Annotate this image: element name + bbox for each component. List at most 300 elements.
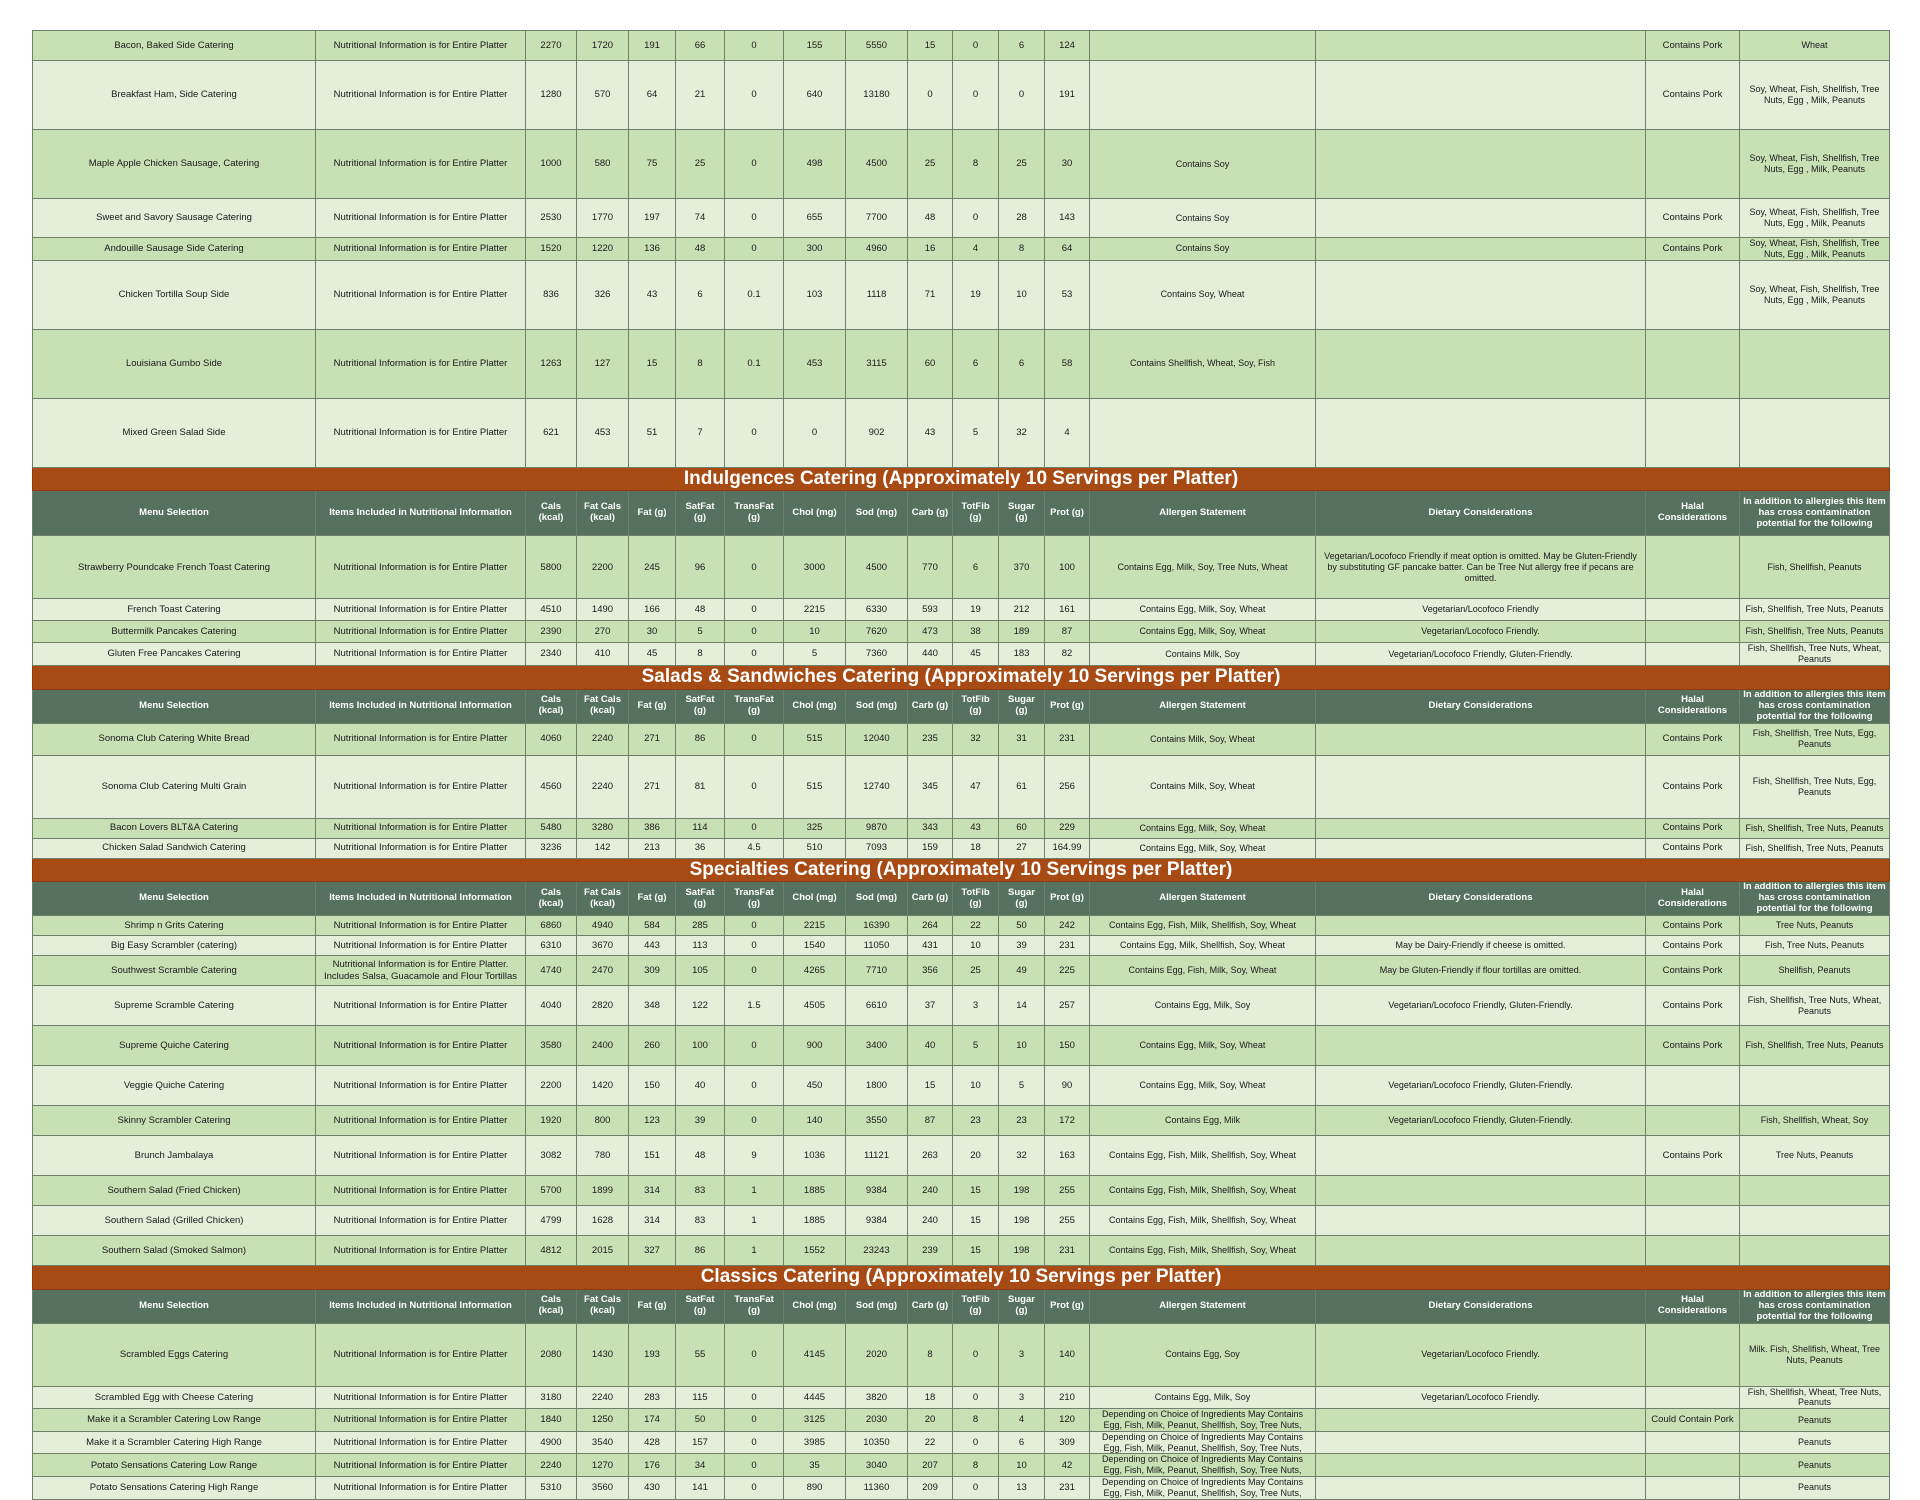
cell-cals: 5480 xyxy=(526,818,577,838)
cell-allergen-statement: Contains Milk, Soy, Wheat xyxy=(1090,723,1316,755)
cell-allergen-statement: Contains Egg, Milk xyxy=(1090,1106,1316,1136)
cell-satfat: 114 xyxy=(676,818,725,838)
cell-chol: 4505 xyxy=(784,986,846,1026)
cell-chol: 1885 xyxy=(784,1176,846,1206)
cell-transfat: 0 xyxy=(725,130,784,199)
cell-totfib: 8 xyxy=(953,1454,999,1477)
cell-cross-contamination: Fish, Tree Nuts, Peanuts xyxy=(1740,936,1890,956)
cell-carb: 263 xyxy=(908,1136,953,1176)
cell-totfib: 23 xyxy=(953,1106,999,1136)
cell-menu-selection: Scrambled Egg with Cheese Catering xyxy=(33,1386,316,1409)
cell-dietary-considerations xyxy=(1316,260,1646,329)
column-header-chol: Chol (mg) xyxy=(784,882,846,916)
cell-fat-cals: 570 xyxy=(577,61,629,130)
cell-prot: 150 xyxy=(1045,1026,1090,1066)
cell-sugar: 189 xyxy=(999,621,1045,643)
cell-cals: 2240 xyxy=(526,1454,577,1477)
cell-cals: 4060 xyxy=(526,723,577,755)
cell-dietary-considerations xyxy=(1316,1431,1646,1454)
cell-items-included: Nutritional Information is for Entire Platter xyxy=(316,916,526,936)
cell-satfat: 122 xyxy=(676,986,725,1026)
cell-transfat: 0 xyxy=(725,643,784,666)
cell-cross-contamination: Peanuts xyxy=(1740,1431,1890,1454)
cell-chol: 4145 xyxy=(784,1323,846,1386)
column-header-carb: Carb (g) xyxy=(908,1289,953,1323)
nutrition-table xyxy=(32,30,1890,1500)
cell-dietary-considerations xyxy=(1316,755,1646,818)
cell-halal-considerations: Contains Pork xyxy=(1646,1136,1740,1176)
cell-chol: 3000 xyxy=(784,536,846,599)
cell-carb: 356 xyxy=(908,956,953,986)
cell-carb: 71 xyxy=(908,260,953,329)
cell-sugar: 32 xyxy=(999,1136,1045,1176)
table-row xyxy=(33,1454,1890,1477)
column-header-sugar: Sugar (g) xyxy=(999,689,1045,723)
column-header-cals: Cals (kcal) xyxy=(526,882,577,916)
cell-halal-considerations xyxy=(1646,260,1740,329)
cell-items-included: Nutritional Information is for Entire Platter xyxy=(316,61,526,130)
cell-chol: 515 xyxy=(784,755,846,818)
cell-fat: 260 xyxy=(629,1026,676,1066)
cell-menu-selection: Bacon, Baked Side Catering xyxy=(33,31,316,61)
cell-fat-cals: 2400 xyxy=(577,1026,629,1066)
cell-prot: 255 xyxy=(1045,1176,1090,1206)
cell-items-included: Nutritional Information is for Entire Platter xyxy=(316,130,526,199)
cell-chol: 0 xyxy=(784,398,846,467)
cell-satfat: 7 xyxy=(676,398,725,467)
cell-carb: 37 xyxy=(908,986,953,1026)
column-header-transfat: TransFat (g) xyxy=(725,491,784,536)
column-header-fat: Fat (g) xyxy=(629,1289,676,1323)
cell-chol: 1540 xyxy=(784,936,846,956)
cell-halal-considerations: Contains Pork xyxy=(1646,936,1740,956)
cell-totfib: 19 xyxy=(953,599,999,621)
cell-menu-selection: French Toast Catering xyxy=(33,599,316,621)
cell-fat: 150 xyxy=(629,1066,676,1106)
cell-sod: 2020 xyxy=(846,1323,908,1386)
cell-chol: 3125 xyxy=(784,1409,846,1432)
cell-satfat: 48 xyxy=(676,1136,725,1176)
cell-cross-contamination xyxy=(1740,1066,1890,1106)
cell-carb: 770 xyxy=(908,536,953,599)
cell-chol: 515 xyxy=(784,723,846,755)
cell-totfib: 0 xyxy=(953,61,999,130)
cell-sugar: 6 xyxy=(999,1431,1045,1454)
cell-carb: 431 xyxy=(908,936,953,956)
cell-sod: 5550 xyxy=(846,31,908,61)
section-title: Salads & Sandwiches Catering (Approximately 10 Servings per Platter) xyxy=(33,665,1890,689)
column-header-totfib: TotFib (g) xyxy=(953,491,999,536)
cell-allergen-statement: Contains Egg, Fish, Milk, Soy, Wheat xyxy=(1090,956,1316,986)
cell-prot: 242 xyxy=(1045,916,1090,936)
cell-allergen-statement: Contains Soy xyxy=(1090,238,1316,261)
column-header-dietary-considerations: Dietary Considerations xyxy=(1316,882,1646,916)
cell-cross-contamination: Fish, Shellfish, Peanuts xyxy=(1740,536,1890,599)
cell-transfat: 0 xyxy=(725,1106,784,1136)
cell-sod: 3550 xyxy=(846,1106,908,1136)
cell-satfat: 36 xyxy=(676,838,725,858)
cell-fat-cals: 2240 xyxy=(577,723,629,755)
cell-sod: 3820 xyxy=(846,1386,908,1409)
cell-allergen-statement: Contains Egg, Milk, Soy, Wheat xyxy=(1090,1026,1316,1066)
column-header-carb: Carb (g) xyxy=(908,689,953,723)
column-header-cals: Cals (kcal) xyxy=(526,689,577,723)
cell-menu-selection: Southern Salad (Fried Chicken) xyxy=(33,1176,316,1206)
cell-totfib: 25 xyxy=(953,956,999,986)
cell-transfat: 0 xyxy=(725,31,784,61)
cell-sod: 23243 xyxy=(846,1236,908,1266)
cell-allergen-statement: Contains Shellfish, Wheat, Soy, Fish xyxy=(1090,329,1316,398)
cell-cals: 4812 xyxy=(526,1236,577,1266)
cell-fat-cals: 1430 xyxy=(577,1323,629,1386)
cell-menu-selection: Big Easy Scrambler (catering) xyxy=(33,936,316,956)
cell-totfib: 19 xyxy=(953,260,999,329)
cell-items-included: Nutritional Information is for Entire Platter xyxy=(316,1431,526,1454)
cell-sod: 4960 xyxy=(846,238,908,261)
cell-prot: 140 xyxy=(1045,1323,1090,1386)
cell-cals: 4510 xyxy=(526,599,577,621)
cell-dietary-considerations xyxy=(1316,130,1646,199)
cell-menu-selection: Louisiana Gumbo Side xyxy=(33,329,316,398)
cell-fat: 213 xyxy=(629,838,676,858)
cell-sod: 902 xyxy=(846,398,908,467)
column-header-dietary-considerations: Dietary Considerations xyxy=(1316,689,1646,723)
cell-chol: 4445 xyxy=(784,1386,846,1409)
cell-dietary-considerations: May be Dairy-Friendly if cheese is omitted. xyxy=(1316,936,1646,956)
cell-sugar: 198 xyxy=(999,1236,1045,1266)
cell-transfat: 0 xyxy=(725,61,784,130)
column-header-satfat: SatFat (g) xyxy=(676,491,725,536)
cell-cals: 4560 xyxy=(526,755,577,818)
cell-halal-considerations xyxy=(1646,130,1740,199)
column-header-transfat: TransFat (g) xyxy=(725,882,784,916)
cell-totfib: 45 xyxy=(953,643,999,666)
cell-transfat: 0.1 xyxy=(725,260,784,329)
cell-menu-selection: Make it a Scrambler Catering Low Range xyxy=(33,1409,316,1432)
cell-dietary-considerations xyxy=(1316,818,1646,838)
cell-chol: 300 xyxy=(784,238,846,261)
cell-cals: 4040 xyxy=(526,986,577,1026)
cell-halal-considerations: Contains Pork xyxy=(1646,916,1740,936)
table-row xyxy=(33,199,1890,238)
cell-sugar: 10 xyxy=(999,1026,1045,1066)
cell-carb: 159 xyxy=(908,838,953,858)
cell-halal-considerations xyxy=(1646,599,1740,621)
cell-cross-contamination: Fish, Shellfish, Tree Nuts, Egg, Peanuts xyxy=(1740,723,1890,755)
cell-chol: 103 xyxy=(784,260,846,329)
cell-halal-considerations xyxy=(1646,1106,1740,1136)
cell-fat-cals: 1628 xyxy=(577,1206,629,1236)
cell-menu-selection: Buttermilk Pancakes Catering xyxy=(33,621,316,643)
cell-fat: 327 xyxy=(629,1236,676,1266)
cell-menu-selection: Skinny Scrambler Catering xyxy=(33,1106,316,1136)
cell-transfat: 0 xyxy=(725,1066,784,1106)
cell-halal-considerations: Contains Pork xyxy=(1646,755,1740,818)
column-header-allergen-statement: Allergen Statement xyxy=(1090,491,1316,536)
table-row xyxy=(33,238,1890,261)
cell-halal-considerations xyxy=(1646,1431,1740,1454)
table-row xyxy=(33,1026,1890,1066)
cell-transfat: 0 xyxy=(725,536,784,599)
cell-cross-contamination: Fish, Shellfish, Wheat, Soy xyxy=(1740,1106,1890,1136)
cell-sugar: 6 xyxy=(999,329,1045,398)
cell-transfat: 1 xyxy=(725,1236,784,1266)
cell-carb: 240 xyxy=(908,1206,953,1236)
cell-allergen-statement: Contains Soy xyxy=(1090,199,1316,238)
cell-totfib: 43 xyxy=(953,818,999,838)
cell-satfat: 105 xyxy=(676,956,725,986)
cell-cross-contamination: Fish, Shellfish, Tree Nuts, Wheat, Peanuts xyxy=(1740,986,1890,1026)
table-row xyxy=(33,643,1890,666)
column-header-transfat: TransFat (g) xyxy=(725,689,784,723)
cell-fat: 584 xyxy=(629,916,676,936)
cell-menu-selection: Breakfast Ham, Side Catering xyxy=(33,61,316,130)
cell-carb: 345 xyxy=(908,755,953,818)
cell-cross-contamination: Fish, Shellfish, Tree Nuts, Peanuts xyxy=(1740,838,1890,858)
cell-dietary-considerations xyxy=(1316,398,1646,467)
cell-menu-selection: Sonoma Club Catering White Bread xyxy=(33,723,316,755)
column-header-transfat: TransFat (g) xyxy=(725,1289,784,1323)
cell-prot: 53 xyxy=(1045,260,1090,329)
cell-sugar: 10 xyxy=(999,260,1045,329)
column-header-carb: Carb (g) xyxy=(908,491,953,536)
table-row xyxy=(33,130,1890,199)
cell-halal-considerations xyxy=(1646,536,1740,599)
cell-menu-selection: Mixed Green Salad Side xyxy=(33,398,316,467)
cell-totfib: 20 xyxy=(953,1136,999,1176)
table-row xyxy=(33,1066,1890,1106)
cell-chol: 2215 xyxy=(784,916,846,936)
cell-cals: 5310 xyxy=(526,1477,577,1500)
table-row xyxy=(33,536,1890,599)
cell-transfat: 0 xyxy=(725,238,784,261)
cell-dietary-considerations xyxy=(1316,199,1646,238)
cell-fat: 271 xyxy=(629,723,676,755)
cell-fat-cals: 270 xyxy=(577,621,629,643)
cell-sod: 6610 xyxy=(846,986,908,1026)
cell-sod: 1118 xyxy=(846,260,908,329)
cell-carb: 22 xyxy=(908,1431,953,1454)
cell-menu-selection: Strawberry Poundcake French Toast Catering xyxy=(33,536,316,599)
section-title: Classics Catering (Approximately 10 Servings per Platter) xyxy=(33,1266,1890,1290)
cell-dietary-considerations xyxy=(1316,31,1646,61)
cell-dietary-considerations xyxy=(1316,329,1646,398)
cell-cals: 4900 xyxy=(526,1431,577,1454)
cell-chol: 35 xyxy=(784,1454,846,1477)
cell-totfib: 8 xyxy=(953,1409,999,1432)
cell-carb: 473 xyxy=(908,621,953,643)
cell-chol: 890 xyxy=(784,1477,846,1500)
column-header-chol: Chol (mg) xyxy=(784,689,846,723)
cell-allergen-statement: Contains Milk, Soy xyxy=(1090,643,1316,666)
cell-sod: 13180 xyxy=(846,61,908,130)
cell-fat-cals: 800 xyxy=(577,1106,629,1136)
column-header-prot: Prot (g) xyxy=(1045,1289,1090,1323)
cell-chol: 510 xyxy=(784,838,846,858)
cell-sod: 9870 xyxy=(846,818,908,838)
cell-chol: 900 xyxy=(784,1026,846,1066)
cell-carb: 0 xyxy=(908,61,953,130)
cell-cals: 1920 xyxy=(526,1106,577,1136)
cell-prot: 231 xyxy=(1045,723,1090,755)
cell-fat-cals: 1490 xyxy=(577,599,629,621)
column-header-sugar: Sugar (g) xyxy=(999,491,1045,536)
cell-fat: 45 xyxy=(629,643,676,666)
cell-sugar: 50 xyxy=(999,916,1045,936)
cell-fat: 386 xyxy=(629,818,676,838)
cell-transfat: 1.5 xyxy=(725,986,784,1026)
cell-allergen-statement: Contains Egg, Milk, Soy xyxy=(1090,1386,1316,1409)
cell-items-included: Nutritional Information is for Entire Platter xyxy=(316,838,526,858)
cell-items-included: Nutritional Information is for Entire Platter xyxy=(316,329,526,398)
cell-chol: 498 xyxy=(784,130,846,199)
cell-cals: 2340 xyxy=(526,643,577,666)
column-header-items-included: Items Included in Nutritional Information xyxy=(316,1289,526,1323)
cell-cross-contamination: Soy, Wheat, Fish, Shellfish, Tree Nuts, Egg , Milk, Peanuts xyxy=(1740,61,1890,130)
cell-halal-considerations xyxy=(1646,1477,1740,1500)
cell-cals: 4799 xyxy=(526,1206,577,1236)
cell-allergen-statement: Contains Egg, Milk, Soy, Wheat xyxy=(1090,1066,1316,1106)
cell-fat: 193 xyxy=(629,1323,676,1386)
cell-transfat: 0 xyxy=(725,621,784,643)
cell-items-included: Nutritional Information is for Entire Platter xyxy=(316,755,526,818)
column-header-menu-selection: Menu Selection xyxy=(33,491,316,536)
cell-sod: 7710 xyxy=(846,956,908,986)
table-row xyxy=(33,1106,1890,1136)
cell-prot: 164.99 xyxy=(1045,838,1090,858)
cell-sod: 3040 xyxy=(846,1454,908,1477)
column-header-satfat: SatFat (g) xyxy=(676,1289,725,1323)
cell-menu-selection: Potato Sensations Catering High Range xyxy=(33,1477,316,1500)
column-header-row xyxy=(33,882,1890,916)
column-header-prot: Prot (g) xyxy=(1045,882,1090,916)
cell-cross-contamination: Soy, Wheat, Fish, Shellfish, Tree Nuts, Egg , Milk, Peanuts xyxy=(1740,260,1890,329)
column-header-satfat: SatFat (g) xyxy=(676,689,725,723)
column-header-chol: Chol (mg) xyxy=(784,491,846,536)
cell-satfat: 48 xyxy=(676,599,725,621)
cell-halal-considerations: Contains Pork xyxy=(1646,61,1740,130)
cell-dietary-considerations xyxy=(1316,1454,1646,1477)
cell-chol: 3985 xyxy=(784,1431,846,1454)
table-row xyxy=(33,599,1890,621)
cell-menu-selection: Southern Salad (Smoked Salmon) xyxy=(33,1236,316,1266)
cell-fat: 309 xyxy=(629,956,676,986)
cell-prot: 4 xyxy=(1045,398,1090,467)
cell-satfat: 115 xyxy=(676,1386,725,1409)
cell-fat-cals: 2200 xyxy=(577,536,629,599)
cell-totfib: 32 xyxy=(953,723,999,755)
cell-dietary-considerations xyxy=(1316,238,1646,261)
cell-prot: 231 xyxy=(1045,1236,1090,1266)
cell-sod: 2030 xyxy=(846,1409,908,1432)
cell-fat: 30 xyxy=(629,621,676,643)
cell-fat-cals: 1720 xyxy=(577,31,629,61)
cell-transfat: 0 xyxy=(725,1431,784,1454)
cell-satfat: 40 xyxy=(676,1066,725,1106)
cell-menu-selection: Supreme Scramble Catering xyxy=(33,986,316,1026)
table-row xyxy=(33,1206,1890,1236)
cell-totfib: 0 xyxy=(953,1431,999,1454)
cell-items-included: Nutritional Information is for Entire Platter xyxy=(316,818,526,838)
cell-transfat: 0 xyxy=(725,398,784,467)
cell-items-included: Nutritional Information is for Entire Platter xyxy=(316,986,526,1026)
cell-halal-considerations xyxy=(1646,1323,1740,1386)
table-row xyxy=(33,621,1890,643)
cell-items-included: Nutritional Information is for Entire Platter xyxy=(316,260,526,329)
section-title-row xyxy=(33,858,1890,882)
cell-items-included: Nutritional Information is for Entire Platter xyxy=(316,936,526,956)
table-row xyxy=(33,31,1890,61)
cell-sod: 3400 xyxy=(846,1026,908,1066)
cell-cross-contamination: Fish, Shellfish, Tree Nuts, Peanuts xyxy=(1740,1026,1890,1066)
cell-cross-contamination xyxy=(1740,1176,1890,1206)
cell-halal-considerations xyxy=(1646,398,1740,467)
cell-satfat: 86 xyxy=(676,1236,725,1266)
cell-sugar: 27 xyxy=(999,838,1045,858)
cell-prot: 87 xyxy=(1045,621,1090,643)
cell-satfat: 83 xyxy=(676,1176,725,1206)
column-header-chol: Chol (mg) xyxy=(784,1289,846,1323)
cell-items-included: Nutritional Information is for Entire Platter xyxy=(316,398,526,467)
cell-halal-considerations: Contains Pork xyxy=(1646,986,1740,1026)
cell-items-included: Nutritional Information is for Entire Platter xyxy=(316,1206,526,1236)
cell-satfat: 113 xyxy=(676,936,725,956)
cell-items-included: Nutritional Information is for Entire Platter xyxy=(316,599,526,621)
column-header-fat-cals: Fat Cals (kcal) xyxy=(577,882,629,916)
cell-items-included: Nutritional Information is for Entire Platter xyxy=(316,1236,526,1266)
cell-sod: 3115 xyxy=(846,329,908,398)
cell-fat-cals: 453 xyxy=(577,398,629,467)
column-header-halal-considerations: Halal Considerations xyxy=(1646,491,1740,536)
cell-cross-contamination: Fish, Shellfish, Tree Nuts, Peanuts xyxy=(1740,599,1890,621)
cell-menu-selection: Chicken Tortilla Soup Side xyxy=(33,260,316,329)
cell-prot: 82 xyxy=(1045,643,1090,666)
cell-sugar: 13 xyxy=(999,1477,1045,1500)
cell-sugar: 14 xyxy=(999,986,1045,1026)
column-header-allergen-statement: Allergen Statement xyxy=(1090,882,1316,916)
cell-totfib: 0 xyxy=(953,31,999,61)
cell-items-included: Nutritional Information is for Entire Platter. Includes Salsa, Guacamole and Flour Tortillas xyxy=(316,956,526,986)
cell-sugar: 23 xyxy=(999,1106,1045,1136)
column-header-dietary-considerations: Dietary Considerations xyxy=(1316,491,1646,536)
cell-sod: 4500 xyxy=(846,536,908,599)
column-header-fat: Fat (g) xyxy=(629,689,676,723)
cell-satfat: 39 xyxy=(676,1106,725,1136)
cell-fat: 197 xyxy=(629,199,676,238)
cell-transfat: 0 xyxy=(725,1026,784,1066)
column-header-allergen-statement: Allergen Statement xyxy=(1090,689,1316,723)
cell-allergen-statement: Depending on Choice of Ingredients May Contains Egg, Fish, Milk, Peanut, Shellfish, Soy, Tree Nuts, xyxy=(1090,1431,1316,1454)
cell-fat: 174 xyxy=(629,1409,676,1432)
cell-satfat: 86 xyxy=(676,723,725,755)
cell-carb: 240 xyxy=(908,1176,953,1206)
cell-chol: 140 xyxy=(784,1106,846,1136)
column-header-cals: Cals (kcal) xyxy=(526,491,577,536)
table-row xyxy=(33,1477,1890,1500)
cell-cals: 5800 xyxy=(526,536,577,599)
cell-menu-selection: Shrimp n Grits Catering xyxy=(33,916,316,936)
cell-chol: 640 xyxy=(784,61,846,130)
cell-sugar: 5 xyxy=(999,1066,1045,1106)
cell-fat-cals: 3670 xyxy=(577,936,629,956)
column-header-cross-contamination: In addition to allergies this item has cross contamination potential for the following xyxy=(1740,1289,1890,1323)
cell-cross-contamination: Fish, Shellfish, Tree Nuts, Peanuts xyxy=(1740,621,1890,643)
column-header-sugar: Sugar (g) xyxy=(999,882,1045,916)
cell-fat-cals: 326 xyxy=(577,260,629,329)
cell-carb: 87 xyxy=(908,1106,953,1136)
cell-prot: 231 xyxy=(1045,936,1090,956)
column-header-allergen-statement: Allergen Statement xyxy=(1090,1289,1316,1323)
